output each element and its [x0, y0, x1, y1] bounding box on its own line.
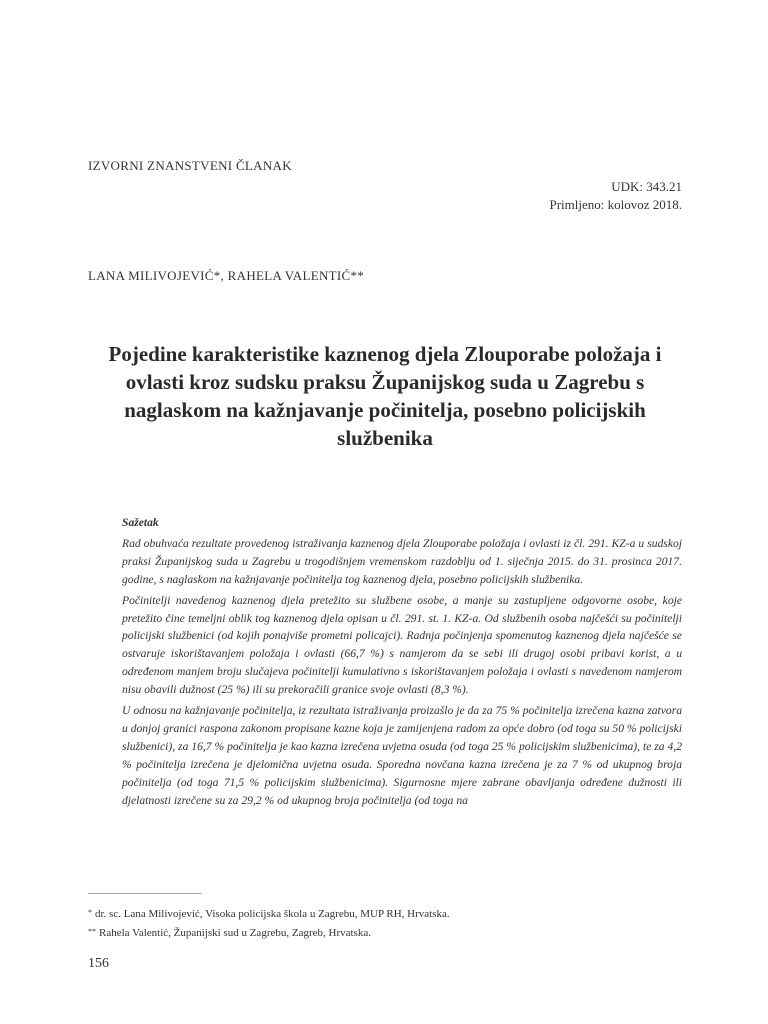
- authors-line: LANA MILIVOJEVIĆ*, RAHELA VALENTIĆ**: [88, 268, 365, 283]
- page-number: 156: [88, 956, 109, 971]
- abstract: [122, 514, 682, 813]
- abstract-paragraph: Počinitelji navedenog kaznenog djela pretežito su službene osobe, a manje su zastupljene odgovorne osobe, koje pretežito čine temeljni oblik tog kaznenog djela opisan u čl. 291. st. 1. KZ-a. Od službenih osoba najčešći su počinitelji policijski službenici (od kojih ponajviše prometni policajci). Radnja počinjenja spomenutog kaznenog djela najčešće se ostvaruje iskorištavanjem položaja i ovlasti (66,7 %) s namjerom da se sebi ili drugoj osobi pribavi korist, a u određenom manjem broju slučajeva počinitelji kumulativno s iskorištavanjem položaja i ovlasti s navedenom namjerom nisu obavili dužnost (25 %) ili su prekoračili granice svoje ovlasti (8,3 %).: [122, 593, 682, 697]
- udk-code: UDK: 343.21: [611, 179, 682, 194]
- article-title: Pojedine karakteristike kaznenog djela Zlouporabe položaja i ovlasti kroz sudsku praksu Županijskog suda u Zagrebu s naglaskom na kažnjavanje počinitelja, posebno policijskih službenika: [108, 342, 662, 450]
- article-meta: [549, 178, 682, 214]
- footnote-divider: [88, 893, 202, 894]
- footnotes: [88, 905, 682, 943]
- footnote-mark: **: [88, 927, 96, 936]
- article-type-label: IZVORNI ZNANSTVENI ČLANAK: [88, 158, 292, 173]
- footnote-text: Rahela Valentić, Županijski sud u Zagrebu, Zagreb, Hrvatska.: [99, 927, 371, 939]
- abstract-paragraph: U odnosu na kažnjavanje počinitelja, iz rezultata istraživanja proizašlo je da za 75 % počinitelja izrečena kazna zatvora u donjoj granici raspona zakonom propisane kazne koja je zamijenjena radom za opće dobro (od toga su 50 % policijski službenici), za 16,7 % počinitelja je kao kazna izrečena uvjetna osuda (od toga 25 % policijskim službenicima), te za 4,2 % počinitelja izrečena je djelomična uvjetna osuda. Sporedna novčana kazna izrečena je za 7 % od ukupnog broja počinitelja (od toga 71,5 % policijskim službenicima). Sigurnosne mjere zabrane obavljanja određene dužnosti ili djelatnosti izrečene su za 29,2 % od ukupnog broja počinitelja (od toga na: [122, 704, 682, 807]
- footnote: [88, 905, 682, 924]
- footnote: [88, 924, 682, 943]
- footnote-mark: *: [88, 908, 92, 917]
- abstract-paragraph: Rad obuhvaća rezultate provedenog istraživanja kaznenog djela Zlouporabe položaja i ovlasti iz čl. 291. KZ-a u sudskoj praksi Županijskog suda u Zagrebu u trogodišnjem vremenskom razdoblju od 1. siječnja 2015. do 31. prosinca 2017. godine, s naglaskom na kažnjavanje počinitelja tog kaznenog djela, posebno policijskih službenika.: [122, 536, 682, 586]
- received-date: Primljeno: kolovoz 2018.: [549, 197, 682, 212]
- footnote-text: dr. sc. Lana Milivojević, Visoka policijska škola u Zagrebu, MUP RH, Hrvatska.: [95, 908, 450, 920]
- abstract-heading: Sažetak: [122, 516, 159, 529]
